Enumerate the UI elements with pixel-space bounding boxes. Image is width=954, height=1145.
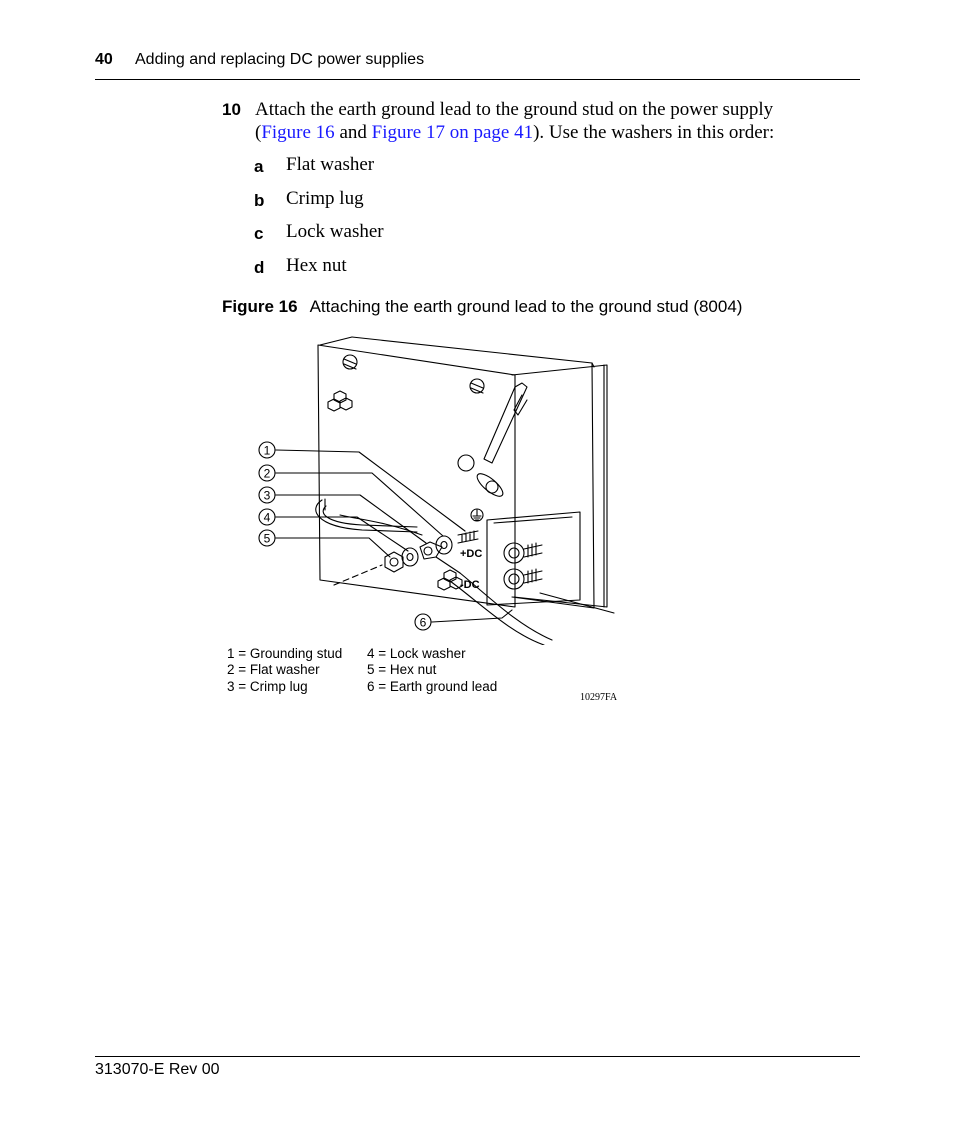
legend-item-3: 3 = Crimp lug bbox=[227, 679, 308, 694]
figure-caption bbox=[222, 297, 742, 317]
ground-symbol bbox=[471, 509, 483, 521]
substep-letter: b bbox=[254, 191, 265, 210]
crimp-lug bbox=[420, 542, 460, 573]
page-number: 40 bbox=[95, 51, 113, 68]
step-text bbox=[255, 98, 815, 144]
legend-item-2: 2 = Flat washer bbox=[227, 662, 320, 677]
handle bbox=[484, 383, 527, 463]
chassis-top-edge bbox=[320, 337, 352, 345]
chassis-back bbox=[352, 337, 594, 608]
figure-caption-text: Attaching the earth ground lead to the ground stud (8004) bbox=[309, 297, 743, 316]
page-footer bbox=[95, 1056, 860, 1078]
terminal-plus-label: +DC bbox=[460, 548, 483, 560]
substep-text: Crimp lug bbox=[286, 188, 364, 209]
callout-number-4: 4 bbox=[263, 510, 271, 525]
figure-id: 10297FA bbox=[580, 692, 618, 703]
lock-washer bbox=[402, 548, 418, 566]
callout-leader-5 bbox=[276, 538, 390, 557]
callout-number-3: 3 bbox=[263, 488, 271, 503]
top-left-screw bbox=[343, 355, 357, 369]
document-id: 313070-E Rev 00 bbox=[95, 1061, 220, 1078]
legend-item-4: 4 = Lock washer bbox=[367, 646, 466, 661]
figure-17-link[interactable]: Figure 17 on page 41 bbox=[371, 122, 534, 143]
top-right-screw bbox=[470, 379, 484, 393]
step-number: 10 bbox=[222, 100, 241, 119]
substep-text: Lock washer bbox=[286, 221, 384, 242]
figure-label: Figure 16 bbox=[222, 297, 298, 316]
callout-leader-1 bbox=[276, 450, 465, 531]
terminal-minus bbox=[504, 569, 542, 589]
terminal-minus-label: -DC bbox=[460, 579, 480, 591]
step-text-after: ). Use the washers in this order: bbox=[533, 122, 775, 143]
callout-leader-3 bbox=[276, 495, 426, 543]
substep-letter: a bbox=[254, 157, 264, 176]
power-supply-illustration bbox=[222, 335, 632, 645]
chassis-floor bbox=[540, 593, 614, 613]
terminal-plus bbox=[504, 543, 542, 563]
page-header bbox=[95, 51, 860, 80]
legend-item-6: 6 = Earth ground lead bbox=[367, 679, 498, 694]
header-title: Adding and replacing DC power supplies bbox=[135, 51, 425, 68]
callout-leader-2 bbox=[276, 473, 443, 536]
handle-knob bbox=[474, 470, 506, 500]
faceplate bbox=[318, 345, 515, 607]
substep-text: Flat washer bbox=[286, 154, 375, 175]
figure-16-link[interactable]: Figure 16 bbox=[261, 122, 335, 143]
callout-number-6: 6 bbox=[419, 615, 427, 630]
legend-item-5: 5 = Hex nut bbox=[367, 662, 437, 677]
callout-number-1: 1 bbox=[263, 443, 271, 458]
hex-cluster-top bbox=[328, 391, 352, 411]
callout-number-5: 5 bbox=[263, 531, 271, 546]
step-text-before: Attach the earth ground lead to the ground stud on the power supply ( bbox=[255, 99, 774, 143]
terminal-block bbox=[487, 512, 580, 605]
substep-letter: c bbox=[254, 224, 264, 243]
assembly-axis bbox=[334, 565, 382, 585]
callout-number-2: 2 bbox=[263, 466, 271, 481]
lead-loop bbox=[316, 500, 417, 532]
handle-arm bbox=[514, 395, 527, 415]
substep-letter: d bbox=[254, 258, 265, 277]
substep-text: Hex nut bbox=[286, 255, 347, 276]
step-text-mid: and bbox=[334, 122, 372, 143]
grounding-stud bbox=[458, 531, 478, 543]
legend-item-1: 1 = Grounding stud bbox=[227, 646, 343, 661]
